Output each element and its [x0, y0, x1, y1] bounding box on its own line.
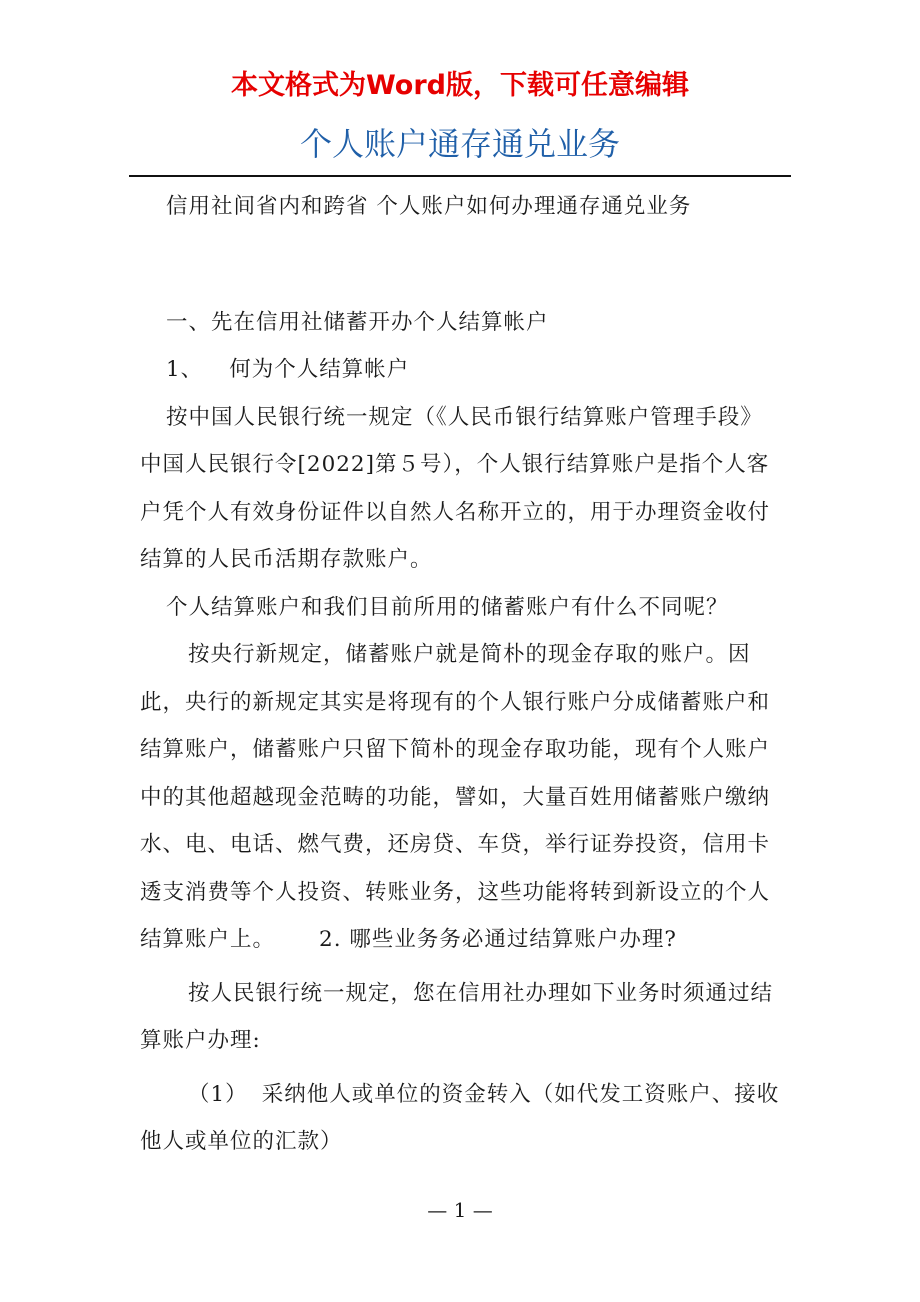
paragraph-rule: 按人民银行统一规定，您在信用社办理如下业务时须通过结算账户办理: [140, 980, 774, 1053]
page-number: — 1 — [427, 1198, 493, 1222]
paragraph-definition: 按中国人民银行统一规定（《人民币银行结算账户管理手段》中国人民银行令[2022]第５号），个人银行结算账户是指个人客户凭个人有效身份证件以自然人名称开立的，用于办理资金收付结算的人民币活期存款账户。 [140, 404, 771, 572]
item-text: 何为个人结算帐户 [229, 357, 410, 382]
paragraph-explanation [140, 631, 785, 964]
question-2-text: 2. 哪些业务务必通过结算账户办理? [319, 927, 677, 952]
document-body [140, 183, 785, 1166]
section-heading-1: 一、先在信用社储蓄开办个人结算帐户 [166, 309, 549, 335]
blank-gap [140, 231, 785, 299]
item-heading-1 [140, 346, 785, 394]
format-notice-banner: 本文格式为Word版，下载可任意编辑 [230, 70, 689, 101]
list-item-text: 采纳他人或单位的资金转入（如代发工资账户、接收他人或单位的汇款） [140, 1081, 780, 1154]
item-number: 1、 [166, 357, 204, 382]
paragraph-question: 个人结算账户和我们目前所用的储蓄账户有什么不同呢？ [166, 594, 729, 620]
list-item-number: （1） [188, 1081, 248, 1107]
title-divider [129, 175, 791, 177]
list-item-1 [140, 1071, 785, 1166]
document-title: 个人账户通存通兑业务 [299, 125, 620, 163]
subtitle-line: 信用社间省内和跨省 个人账户如何办理通存通兑业务 [166, 194, 692, 219]
explanation-text: 按央行新规定，储蓄账户就是简朴的现金存取的账户。因此，央行的新规定其实是将现有的个人银行账户分成储蓄账户和结算账户，储蓄账户只留下简朴的现金存取功能，现有个人账户中的其他超越现金范畴的功能，譬如，大量百姓用储蓄账户缴纳水、电、电话、燃气费，还房贷、车贷，举行证券投资，信用卡透支消费等个人投资、转账业务，这些功能将转到新设立的个人结算账户上。 [140, 642, 771, 952]
